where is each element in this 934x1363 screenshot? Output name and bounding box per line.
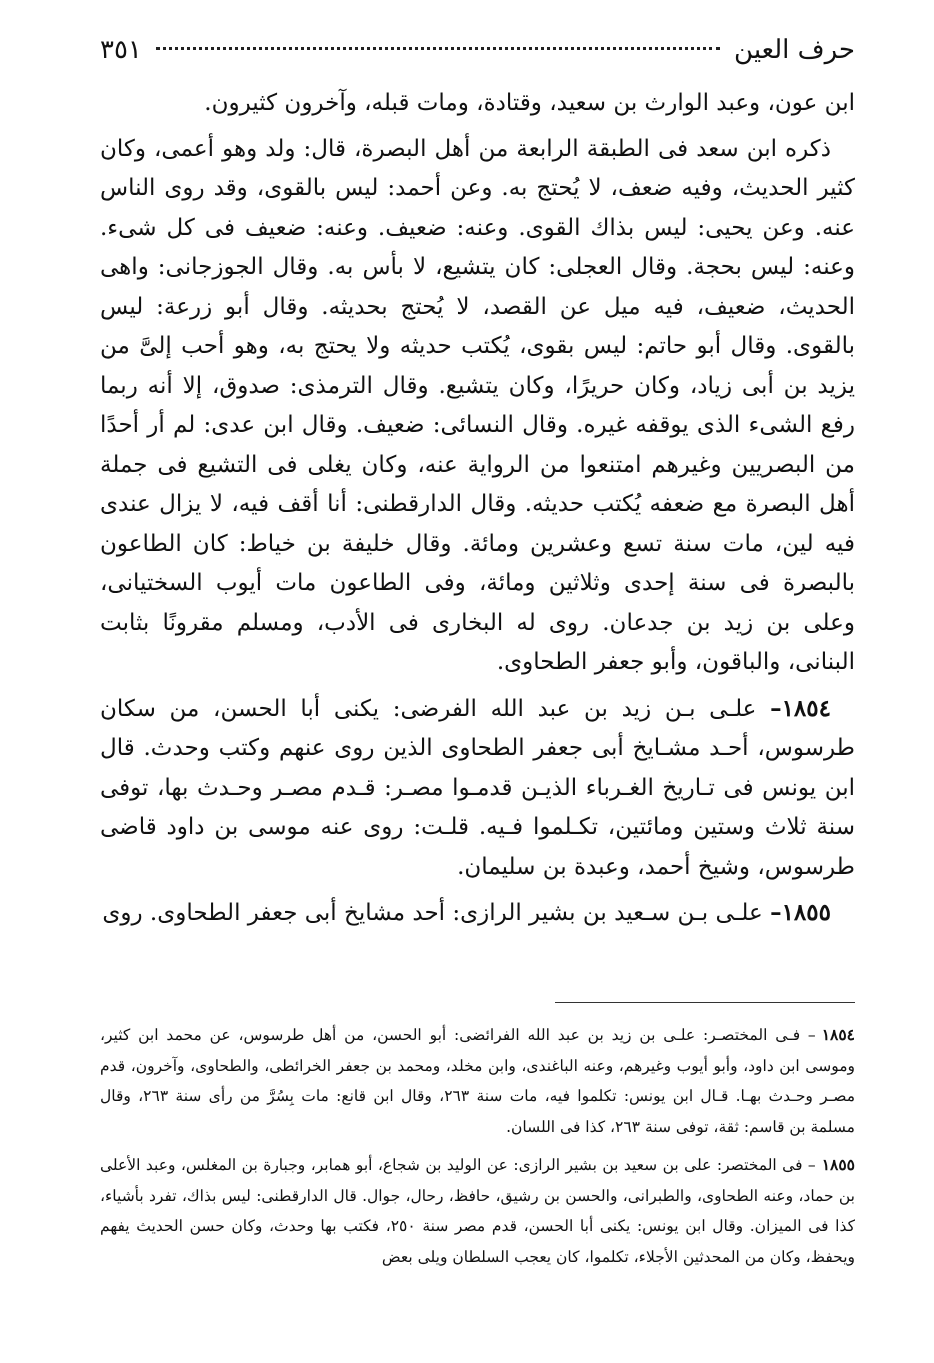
running-header <box>100 30 855 74</box>
paragraph: ذكره ابن سعد فى الطبقة الرابعة من أهل البصرة، قال: ولد وهو أعمى، وكان كثير الحديث، وفيه ضعف، لا يُحتج به. وعن أحمد: ليس بالقوى، وقد روى الناس عنه. وعن يحيى: ليس بذاك القوى. وعنه: ضعيف. وعنه: ضعيف فى كل شىء. وعنه: ليس بحجة. وقال العجلى: كان يتشيع، لا بأس به. وقال الجوزجانى: واهى الحديث، ضعيف، فيه ميل عن القصد، لا يُحتج بحديثه. وقال أبو زرعة: ليس بالقوى. وقال أبو حاتم: ليس بقوى، يُكتب حديثه ولا يحتج به، وهو أحب إلىَّ من يزيد بن أبى زياد، وكان حريرًا، وكان يتشيع. وقال الترمذى: صدوق، إلا أنه ربما رفع الشىء الذى يوقفه غيره. وقال النسائى: ضعيف. وقال ابن عدى: لم أر أحدًا من البصريين وغيرهم امتنعوا من الرواية عنه، وكان يغلى فى التشيع فى جملة أهل البصرة مع ضعفه يُكتب حديثه. وقال الدارقطنى: أنا أقف فيه، لا يزال عندى فيه لين، مات سنة تسع وعشرين ومائة. وقال خليفة بن خياط: كان الطاعون بالبصرة فى سنة إحدى وثلاثين ومائة، وفى الطاعون مات أيوب السختيانى، وعلى بن زيد بن جدعان. روى له البخارى فى الأدب، ومسلم مقرونًا بثابت البنانى، والباقون، وأبو جعفر الطحاوى. <box>100 135 855 675</box>
entry-number: ١٨٥٥– <box>770 899 831 926</box>
footnote-1855 <box>100 1150 855 1272</box>
section-title: حرف العين <box>734 35 855 65</box>
footnote-number: ١٨٥٤ <box>821 1025 855 1044</box>
footnote-number: ١٨٥٥ <box>821 1155 855 1174</box>
entry-1855 <box>100 893 855 934</box>
entry-text: علـى بـن زيد بن عبد الله الفرضى: يكنى أبا الحسن، من سكان طرسوس، أحـد مشـايخ أبى جعفر الطحاوى الذين روى عنهم وكتب وحدث. قال ابن يونس فى تـاريخ الغـرباء الذيـن قدمـوا مصـر: قـدم مصـر وحـدث بها، توفى سنة ثلاث وستين ومائتين، تكـلموا فـيه. قلـت: روى عنه موسى بن داود قاضى طرسوس، وشيخ أحمد، وعبدة بن سليمان. <box>100 695 855 880</box>
footnote-1854 <box>100 1020 855 1142</box>
entry-1854 <box>100 689 855 888</box>
dotted-leader <box>156 47 720 50</box>
paragraph: ابن عون، وعبد الوارث بن سعيد، وقتادة، ومات قبله، وآخرون كثيرون. <box>204 90 855 116</box>
footnote-text: – فى المختصر: على بن سعيد بن بشير الرازى: عن الوليد بن شجاع، أبو همابر، وجبارة بن المغلس، وعبد الأعلى بن حماد، وعنه الطحاوى، والطبرانى، والحسن بن رشيق، حافظ، رحال، جوال. قال الدارقطنى: ليس بذاك، تفرد بأشياء، كذا فى الميزان. وقال ابن يونس: يكنى أبا الحسن، قدم مصر سنة ٢٥٠، فكتب بها وحدث، وكان حسن الحديث يفهم ويحفظ، وكان من المحدثين الأجلاء، تكلموا، كان يعجب السلطان ويلى بعض <box>100 1156 855 1266</box>
entry-number: ١٨٥٤– <box>770 694 831 722</box>
page-number: ٣٥١ <box>100 35 142 65</box>
entry-text: علـى بـن سـعيد بن بشير الرازى: أحد مشايخ أبى جعفر الطحاوى. روى <box>102 900 763 926</box>
footnote-text: – فـى المختصـر: علـى بن زيد بن عبد الله الفرائضى: أبو الحسن، من أهل طرسوس، عن محمد ابن كثير، وموسى ابن داود، وأبو أيوب وغيرهم، وعنه الباغندى، وابن مخلد، ومحمد بن جعفر الخرائطى، والطحاوى، وآخرون، قدم مصـر وحـدث بهـا. قـال ابن يونس: تكلموا فيه، مات سنة ٢٦٣، وقال ابن قانع: مات بِسُرَّ من رأى سنة ٢٦٣، وقال مسلمة بن قاسم: ثقة، توفى سنة ٢٦٣، كذا فى اللسان. <box>100 1026 856 1136</box>
book-page <box>100 30 855 1330</box>
main-text <box>100 84 855 934</box>
footnotes <box>100 1020 855 1280</box>
footnote-divider <box>555 1002 855 1003</box>
